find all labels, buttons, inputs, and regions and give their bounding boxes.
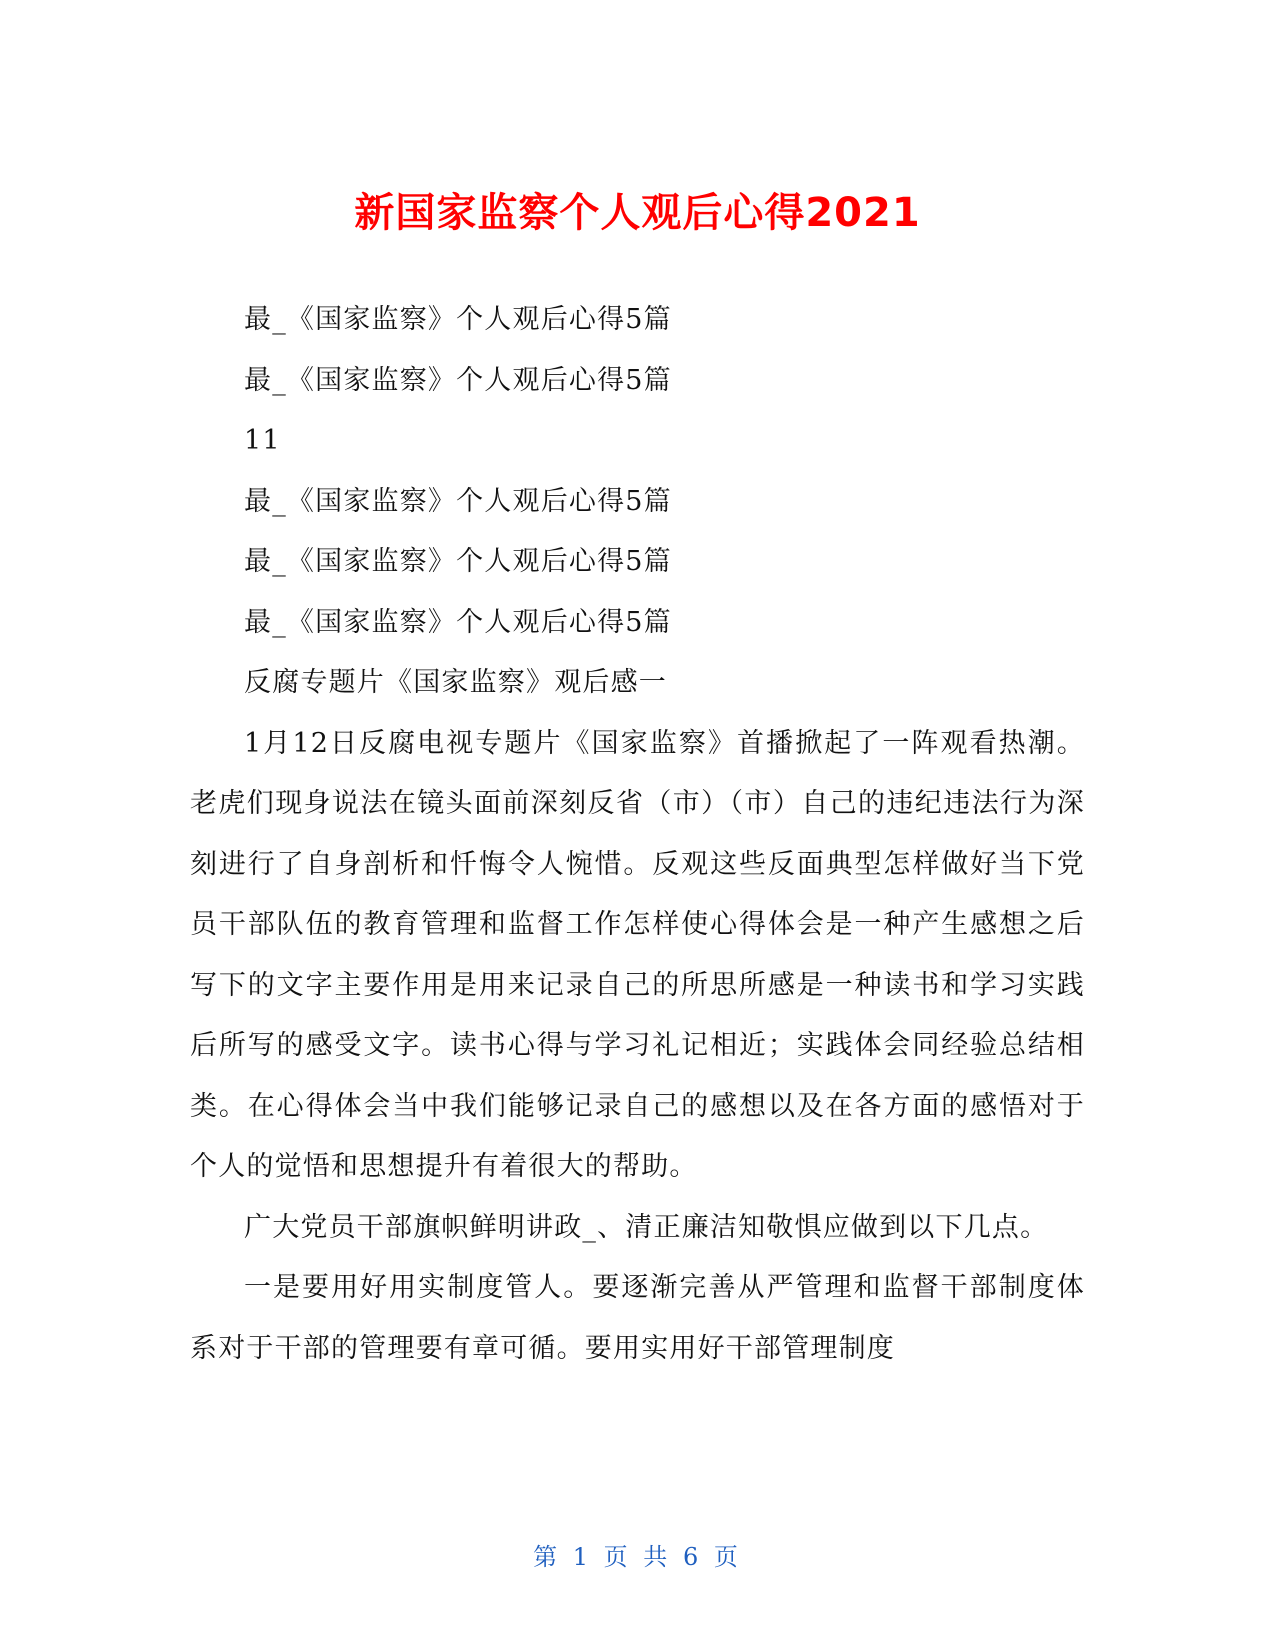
paragraph: 最_《国家监察》个人观后心得5篇 — [244, 485, 672, 517]
paragraph: 1月12日反腐电视专题片《国家监察》首播掀起了一阵观看热潮。老虎们现身说法在镜头面前深刻反省（市）（市）自己的违纪违法行为深刻进行了自身剖析和忏悔令人惋惜。反观这些反面典型怎样做好当下党员干部队伍的教育管理和监督工作怎样使心得体会是一种产生感想之后写下的文字主要作用是用来记录自己的所思所感是一种读书和学习实践后所写的感受文字。读书心得与学习礼记相近；实践体会同经验总结相类。在心得体会当中我们能够记录自己的感想以及在各方面的感悟对于个人的觉悟和思想提升有着很大的帮助。 — [190, 727, 1085, 1182]
paragraph: 反腐专题片《国家监察》观后感一 — [244, 667, 667, 698]
page-footer: 第 1 页 共 6 页 — [533, 1543, 742, 1571]
document-body — [190, 290, 1085, 1379]
document-title: 新国家监察个人观后心得2021 — [354, 189, 921, 236]
paragraph: 广大党员干部旗帜鲜明讲政_、清正廉洁知敬惧应做到以下几点。 — [244, 1211, 1049, 1243]
paragraph: 最_《国家监察》个人观后心得5篇 — [244, 364, 672, 396]
paragraph: 最_《国家监察》个人观后心得5篇 — [244, 304, 672, 335]
paragraph: 最_《国家监察》个人观后心得5篇 — [244, 546, 672, 577]
paragraph: 一是要用好用实制度管人。要逐渐完善从严管理和监督干部制度体系对于干部的管理要有章可循。要用实用好干部管理制度 — [190, 1272, 1085, 1364]
paragraph: 最_《国家监察》个人观后心得5篇 — [244, 606, 672, 638]
paragraph: 11 — [244, 425, 281, 456]
